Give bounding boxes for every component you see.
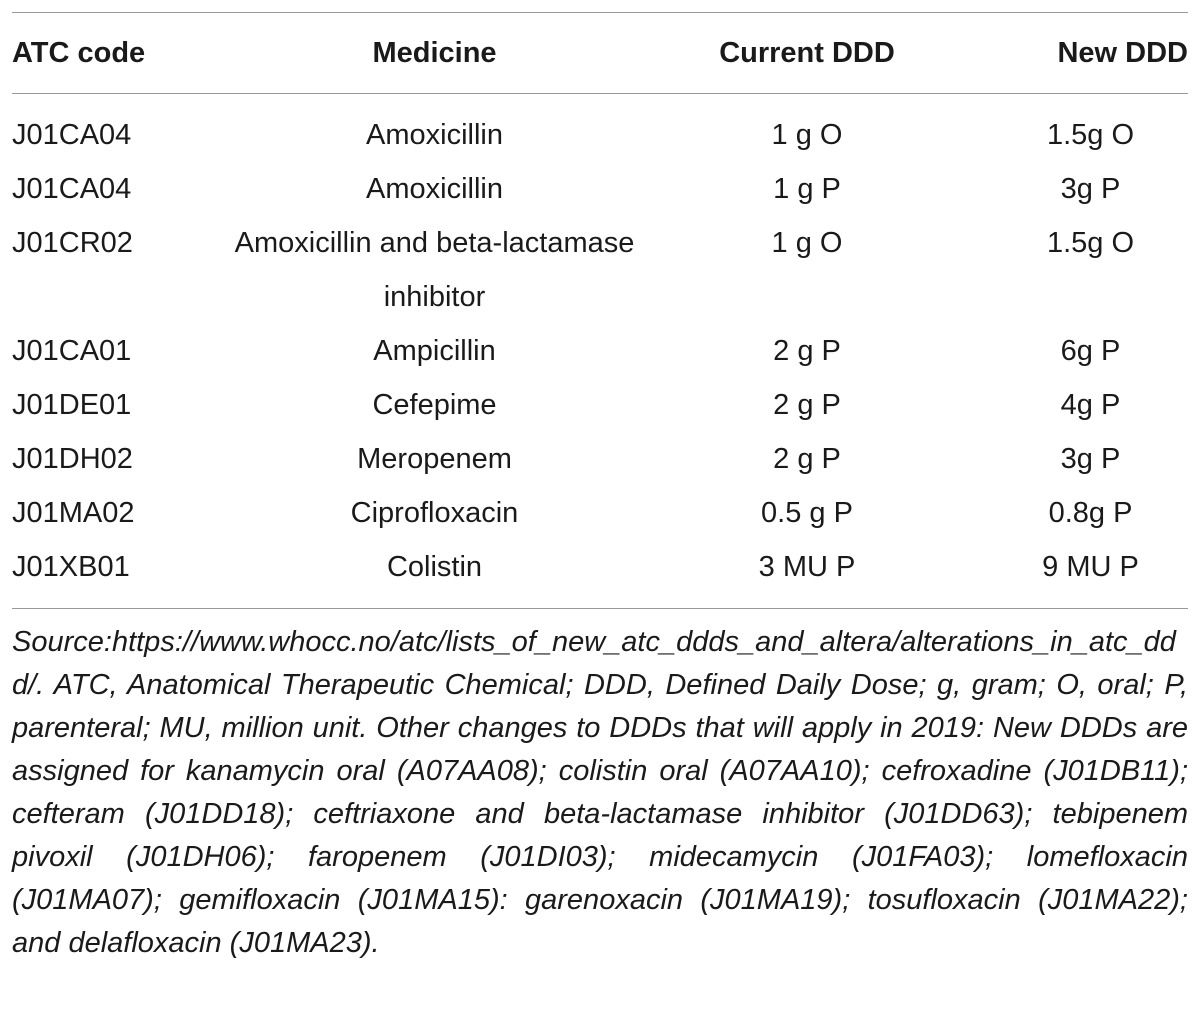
cell-atc-code: J01CA04 (12, 173, 132, 205)
cell-new-ddd: 1.5g O (1046, 119, 1135, 151)
header-new-ddd: New DDD (1057, 36, 1188, 69)
cell-atc-code: J01MA02 (12, 497, 135, 529)
table-row (12, 540, 1188, 608)
cell-current-ddd: 2 g P (773, 335, 841, 367)
cell-atc-code: J01CR02 (12, 227, 133, 259)
cell-current-ddd: 1 g P (773, 173, 841, 205)
cell-new-ddd: 6g P (1060, 335, 1121, 367)
cell-medicine: Meropenem (357, 443, 512, 475)
table-row (12, 432, 1188, 486)
cell-current-ddd: 3 MU P (758, 551, 856, 583)
table-header (12, 13, 1188, 94)
cell-new-ddd: 0.8g P (1048, 497, 1133, 529)
table-row (12, 324, 1188, 378)
cell-atc-code: J01DH02 (12, 443, 133, 475)
cell-new-ddd: 9 MU P (1042, 551, 1139, 583)
cell-new-ddd: 1.5g O (1046, 227, 1135, 259)
header-row (12, 13, 1188, 94)
cell-medicine: Amoxicillin (366, 119, 503, 151)
cell-medicine: Amoxicillin and beta-lactamase inhibitor (234, 227, 635, 313)
cell-current-ddd: 2 g P (773, 389, 841, 421)
cell-current-ddd: 2 g P (773, 443, 841, 475)
table-row (12, 378, 1188, 432)
header-medicine: Medicine (372, 36, 497, 69)
cell-atc-code: J01XB01 (12, 551, 130, 583)
cell-current-ddd: 1 g O (771, 119, 843, 151)
cell-atc-code: J01DE01 (12, 389, 132, 421)
cell-current-ddd: 1 g O (771, 227, 843, 259)
cell-new-ddd: 3g P (1060, 443, 1121, 475)
table-row (12, 162, 1188, 216)
cell-atc-code: J01CA01 (12, 335, 132, 367)
cell-atc-code: J01CA04 (12, 119, 132, 151)
table-body (12, 94, 1188, 608)
cell-medicine: Ciprofloxacin (350, 497, 519, 529)
cell-new-ddd: 4g P (1060, 389, 1121, 421)
cell-medicine: Cefepime (372, 389, 497, 421)
ddd-table (12, 13, 1188, 608)
ddd-table-container (12, 12, 1188, 965)
table-row (12, 486, 1188, 540)
table-footnote: Source:https://www.whocc.no/atc/lists_of_new_atc_ddds_and_altera/alterations_in_atc_ddd/. ATC, Anatomical Therapeutic Chemical; DDD, Defined Daily Dose; g, gram; O, oral; P, parenteral; MU, million unit. Other changes to DDDs that will apply in 2019: New DDDs are assigned for kanamycin oral (A07AA08); colistin oral (A07AA10); cefroxadine (J01DB11); cefteram (J01DD18); ceftriaxone and beta-lactamase inhibitor (J01DD63); tebipenem pivoxil (J01DH06); faropenem (J01DI03); midecamycin (J01FA03); lomefloxacin (J01MA07); gemifloxacin (J01MA15): garenoxacin (J01MA19); tosufloxacin (J01MA22); and delafloxacin (J01MA23). (12, 626, 1188, 959)
cell-medicine: Colistin (386, 551, 483, 583)
table-row (12, 216, 1188, 324)
cell-current-ddd: 0.5 g P (761, 497, 853, 529)
cell-medicine: Ampicillin (373, 335, 496, 367)
mid-rule (12, 608, 1188, 609)
header-current-ddd: Current DDD (719, 36, 895, 69)
table-row (12, 94, 1188, 162)
header-atc-code: ATC code (12, 36, 146, 69)
cell-medicine: Amoxicillin (366, 173, 503, 205)
cell-new-ddd: 3g P (1060, 173, 1121, 205)
